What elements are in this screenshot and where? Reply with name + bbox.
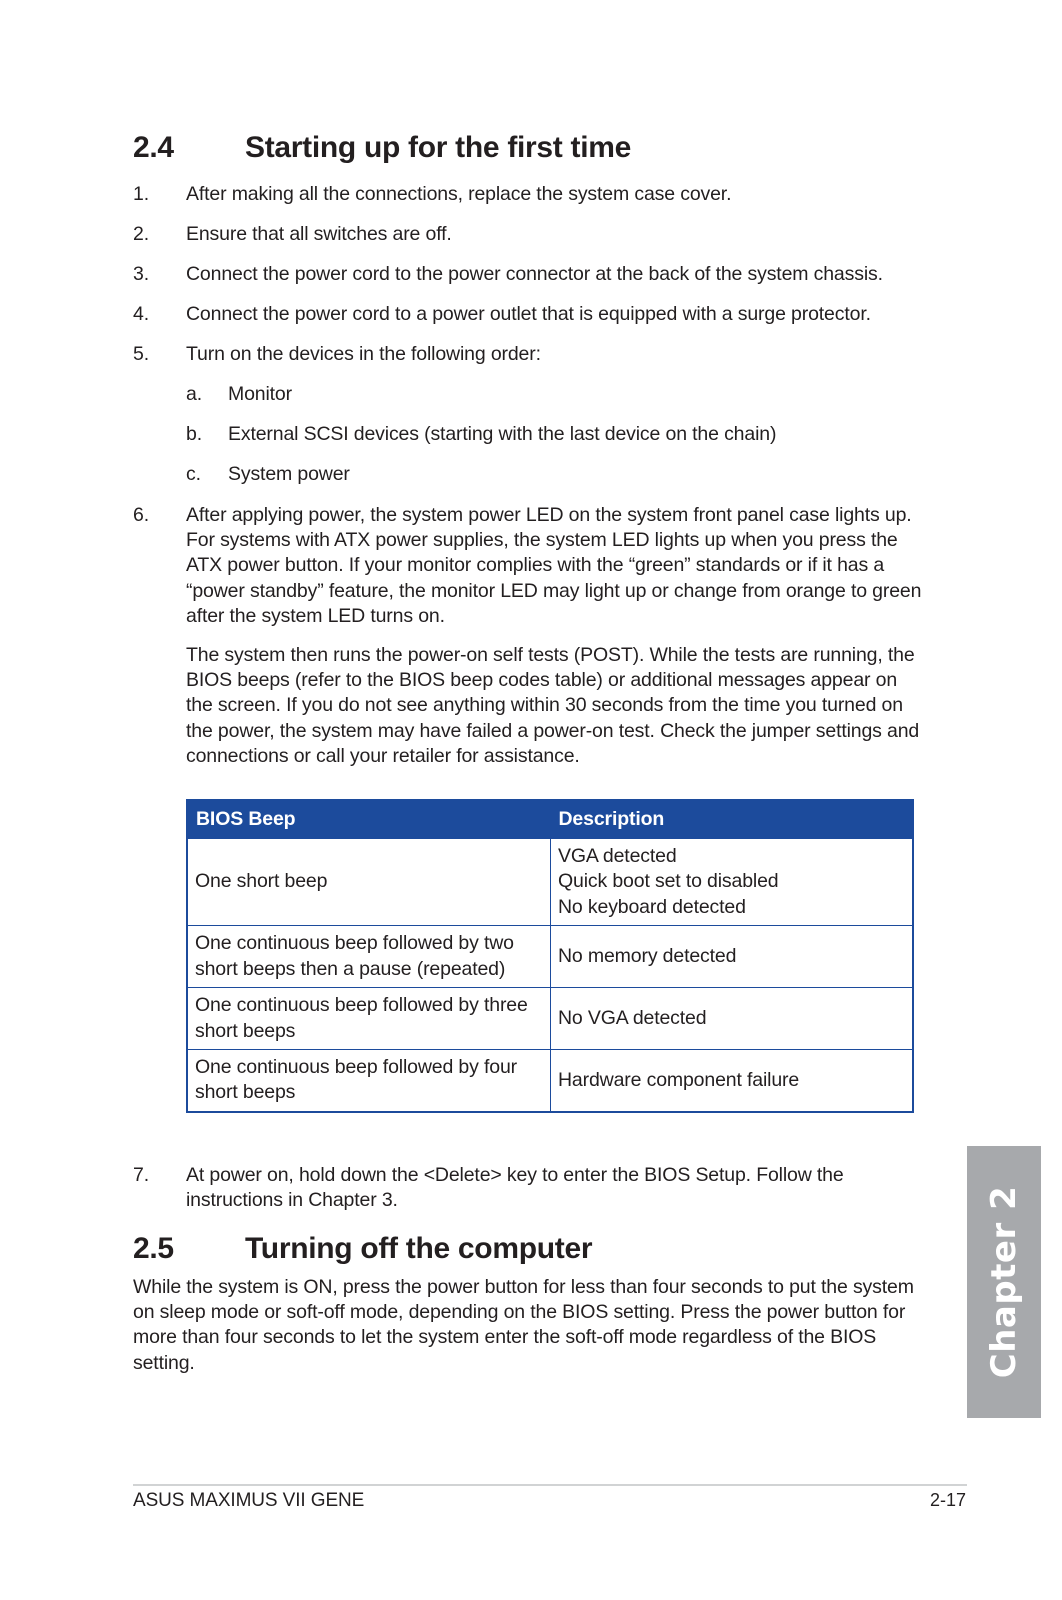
step-number: 5. [133,343,149,365]
table-row [187,988,913,1050]
step-number: 2. [133,223,149,245]
substep-text: System power [228,463,350,485]
table-row [187,1050,913,1112]
step-number: 6. [133,504,149,526]
list-item [133,222,923,262]
bios-beep-table [186,799,914,1113]
column-header-beep: BIOS Beep [187,800,551,839]
description-line: No keyboard detected [558,895,746,918]
beep-cell: One short beep [187,839,551,926]
column-header-description: Description [551,800,914,839]
step-text: After making all the connections, replace the system case cover. [186,183,732,205]
device-order-sublist [186,382,776,502]
section-number: 2.4 [133,131,174,164]
section-title: Turning off the computer [245,1232,593,1265]
description-cell: No memory detected [551,926,914,988]
step-text: At power on, hold down the <Delete> key to enter the BIOS Setup. Follow the instructions in Chapter 3. [186,1164,844,1212]
section-2-5-heading [133,1232,592,1266]
description-cell [551,839,914,926]
list-item [186,422,776,462]
step-text: Ensure that all switches are off. [186,223,452,245]
startup-steps-list [133,182,923,382]
list-item [133,1163,893,1213]
list-item [133,503,923,629]
chapter-tab [967,1146,1041,1418]
step-text: Connect the power cord to the power connector at the back of the system chassis. [186,263,883,285]
chapter-label: Chapter 2 [984,1185,1024,1379]
section-2-4-heading [133,131,631,165]
substep-text: External SCSI devices (starting with the last device on the chain) [228,423,777,445]
post-paragraph: The system then runs the power-on self tests (POST). While the tests are running, the BIOS beeps (refer to the BIOS beep codes table) or additional messages appear on the screen. If you do not see anything within 30 seconds from the time you turned on the power, the system may have failed a power-on test. Check the jumper settings and connections or call your retailer for assistance. [186,644,920,767]
shutdown-paragraph: While the system is ON, press the power button for less than four seconds to put the system on sleep mode or soft-off mode, depending on the BIOS setting. Press the power button for more than four seconds to let the system enter the soft-off mode regardless of the BIOS setting. [133,1276,914,1374]
step-number: 7. [133,1164,149,1186]
substep-letter: c. [186,463,201,485]
step-number: 4. [133,303,149,325]
step-number: 1. [133,183,149,205]
step-7-list [133,1163,893,1213]
substep-text: Monitor [228,383,292,405]
footer-product-name: ASUS MAXIMUS VII GENE [133,1490,365,1511]
description-cell: Hardware component failure [551,1050,914,1112]
description-line: Quick boot set to disabled [558,870,779,893]
step-text: After applying power, the system power LED on the system front panel case lights up. For systems with ATX power supplies, the system LED lights up when you press the ATX power button. If your monitor complies with the “green” standards or if it has a “power standby” feature, the monitor LED may light up or change from orange to green after the system LED turns on. [186,504,922,627]
beep-cell: One continuous beep followed by three short beeps [187,988,551,1050]
footer-page-number: 2-17 [929,1490,966,1510]
description-line: VGA detected [558,845,677,868]
description-cell: No VGA detected [551,988,914,1050]
list-item [186,382,776,422]
list-item [186,462,776,502]
table-row [187,926,913,988]
list-item [133,342,923,382]
step-number: 3. [133,263,149,285]
section-title: Starting up for the first time [245,131,632,164]
section-number: 2.5 [133,1232,174,1265]
step-text: Turn on the devices in the following order: [186,343,541,365]
list-item [133,182,923,222]
table-header-row [187,800,913,839]
beep-cell: One continuous beep followed by two short beeps then a pause (repeated) [187,926,551,988]
beep-cell: One continuous beep followed by four short beeps [187,1050,551,1112]
list-item [133,262,923,302]
substep-letter: a. [186,383,202,405]
step-6-list [133,503,923,629]
list-item [133,302,923,342]
substep-letter: b. [186,423,202,445]
footer-divider [133,1484,967,1486]
table-row [187,839,913,926]
step-text: Connect the power cord to a power outlet that is equipped with a surge protector. [186,303,871,325]
